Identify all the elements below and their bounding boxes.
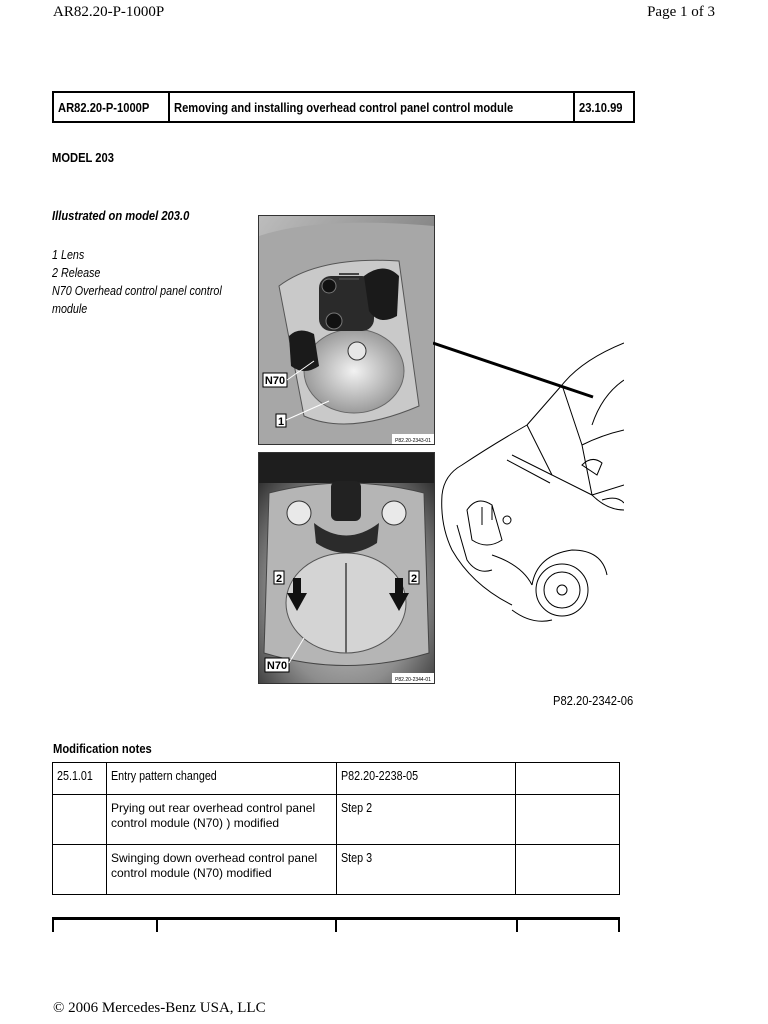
- release-photo: [258, 452, 435, 684]
- legend: [52, 246, 249, 318]
- table-cell: Prying out rear overhead control panel control module (N70) ) modified: [110, 801, 316, 830]
- model-label: MODEL 203: [52, 150, 114, 165]
- divider-tick: [335, 919, 337, 932]
- table-cell: Swinging down overhead control panel control module (N70) modified: [110, 851, 318, 880]
- legend-item: N70 Overhead control panel control: [52, 284, 222, 298]
- photo1-n70-label: N70: [264, 375, 286, 387]
- table-row: [53, 795, 620, 845]
- car-drawing: [432, 335, 624, 655]
- title-code: AR82.20-P-1000P: [58, 99, 150, 115]
- title-table: [52, 91, 635, 123]
- modification-table: [52, 762, 620, 895]
- figure-reference: P82.20-2342-06: [553, 693, 634, 708]
- divider-tick: [618, 919, 620, 932]
- table-cell: 25.1.01: [57, 769, 93, 783]
- legend-item: module: [52, 302, 88, 316]
- title-date: 23.10.99: [578, 99, 623, 115]
- divider-tick: [156, 919, 158, 932]
- header-page-number: Page 1 of 3: [647, 4, 715, 20]
- table-cell: Step 3: [340, 851, 372, 865]
- divider-tick: [516, 919, 518, 932]
- legend-item: 2 Release: [52, 266, 101, 280]
- photo2-n70-label: N70: [266, 660, 288, 672]
- table-row: [53, 845, 620, 895]
- table-cell: Entry pattern changed: [110, 769, 217, 783]
- photo2-release-left-label: 2: [275, 573, 283, 585]
- modification-notes-title: Modification notes: [53, 741, 152, 756]
- title-text: Removing and installing overhead control panel control module: [174, 99, 514, 115]
- photo2-code: P82.20-2344-01: [395, 677, 431, 683]
- divider-tick: [52, 919, 54, 932]
- table-row: [53, 763, 620, 795]
- table-cell: Step 2: [340, 801, 372, 815]
- photo1-lens-label: 1: [277, 416, 285, 428]
- illustrated-note: Illustrated on model 203.0: [52, 208, 190, 223]
- overhead-panel-photo: [258, 215, 435, 445]
- photo2-release-right-label: 2: [410, 573, 418, 585]
- photo1-code: P82.20-2343-01: [395, 438, 431, 444]
- header-doc-id: AR82.20-P-1000P: [53, 4, 165, 20]
- legend-item: 1 Lens: [52, 248, 85, 262]
- copyright-footer: © 2006 Mercedes-Benz USA, LLC: [53, 1000, 266, 1016]
- table-cell: P82.20-2238-05: [340, 769, 418, 783]
